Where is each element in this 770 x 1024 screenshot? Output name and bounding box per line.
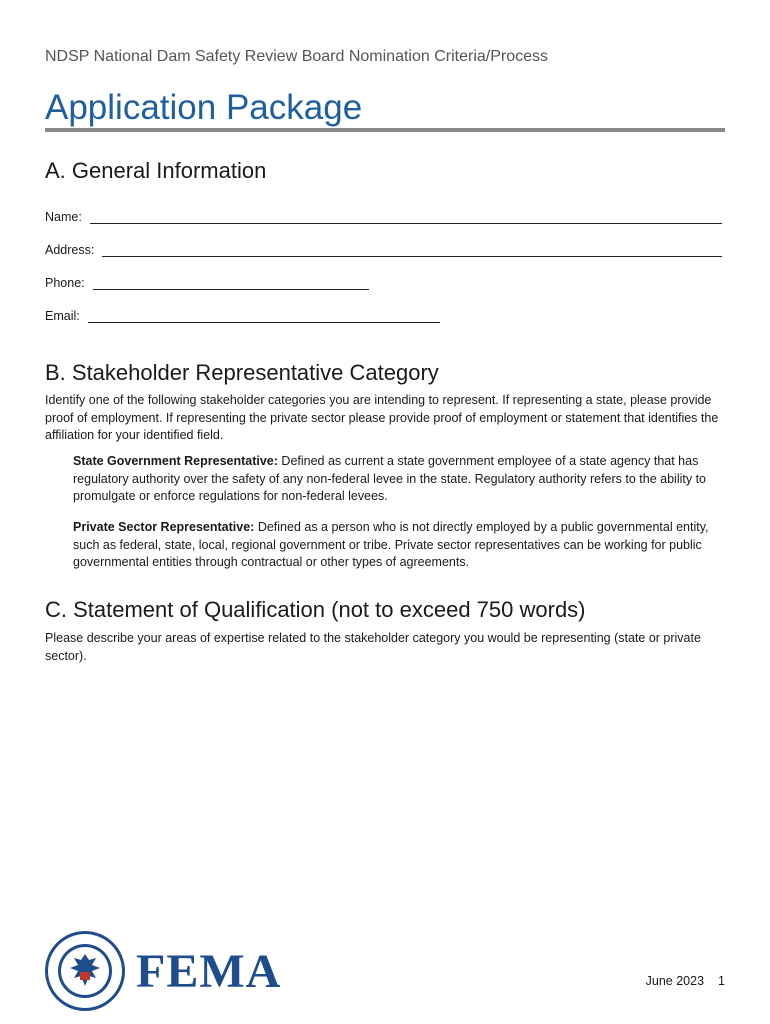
private-rep-definition bbox=[73, 519, 725, 572]
page-title: Application Package bbox=[45, 88, 725, 132]
page-number: 1 bbox=[718, 974, 725, 988]
name-label: Name: bbox=[45, 210, 82, 224]
private-rep-term: Private Sector Representative: bbox=[73, 520, 255, 534]
section-c-heading: C. Statement of Qualification (not to exceed 750 words) bbox=[45, 597, 586, 622]
section-c-text: Please describe your areas of expertise related to the stakeholder category you would be representing (state or private sector). bbox=[45, 631, 701, 663]
address-field[interactable] bbox=[45, 243, 722, 257]
fema-logo bbox=[44, 930, 281, 1012]
phone-label: Phone: bbox=[45, 276, 85, 290]
state-rep-definition bbox=[73, 453, 725, 506]
state-rep-term: State Government Representative: bbox=[73, 454, 278, 468]
footer-date: June 2023 bbox=[645, 974, 705, 988]
address-label: Address: bbox=[45, 243, 95, 257]
phone-line[interactable] bbox=[93, 277, 369, 290]
running-header: NDSP National Dam Safety Review Board Nomination Criteria/Process bbox=[45, 48, 549, 65]
phone-field[interactable] bbox=[45, 276, 369, 290]
section-a-heading: A. General Information bbox=[45, 158, 267, 183]
fema-wordmark: FEMA bbox=[136, 944, 282, 998]
private-rep-text: Defined as a person who is not directly employed by a public governmental entity, such as federal, state, local, regional government or tribe. Private sector representatives can be working for public governmental entities through contractual or other types of agreements. bbox=[73, 520, 709, 569]
dhs-seal-icon bbox=[44, 930, 126, 1012]
address-line[interactable] bbox=[102, 244, 722, 257]
name-line[interactable] bbox=[90, 211, 722, 224]
section-b-heading: B. Stakeholder Representative Category bbox=[45, 360, 439, 385]
email-field[interactable] bbox=[45, 309, 440, 323]
email-line[interactable] bbox=[88, 310, 440, 323]
name-field[interactable] bbox=[45, 210, 722, 224]
page-footer bbox=[632, 974, 725, 988]
state-rep-text: Defined as current a state government employee of a state agency that has regulatory authority over the safety of any non-federal levee in the state. Regulatory authority refers to the ability to promulgate or enforce regulations for non-federal levees. bbox=[73, 454, 706, 503]
section-b-intro: Identify one of the following stakeholder categories you are intending to represent. If representing a state, please provide proof of employment. If representing the private sector please provide proof of employment or statement that identifies the affiliation for your identified field. bbox=[45, 393, 719, 442]
email-label: Email: bbox=[45, 309, 80, 323]
